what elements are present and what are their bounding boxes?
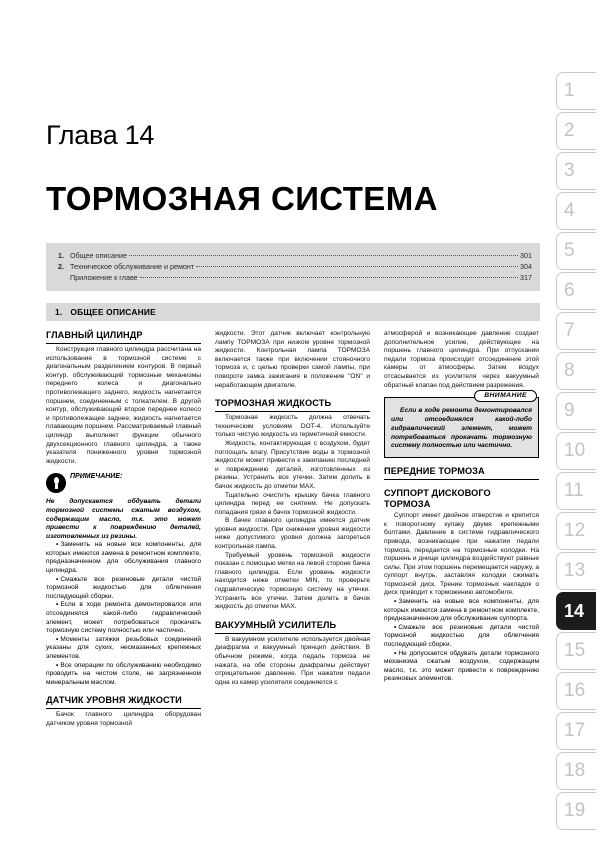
text-columns (46, 330, 540, 840)
column-2 (215, 330, 370, 840)
chapter-tab-12[interactable] (556, 512, 596, 550)
bullet-icon: • (56, 601, 59, 609)
attention-body (384, 397, 539, 458)
toc-row[interactable] (54, 261, 532, 272)
chapter-tab-7[interactable] (556, 312, 596, 350)
bullet-icon: • (394, 598, 397, 606)
list-item (384, 598, 539, 624)
chapter-tab-label: 6 (564, 280, 575, 301)
chapter-tab-5[interactable] (556, 232, 596, 270)
note-body (70, 472, 201, 481)
heading-master-cylinder: ГЛАВНЫЙ ЦИЛИНДР (46, 330, 201, 344)
toc-leader (196, 266, 518, 267)
chapter-tab-label: 14 (564, 600, 585, 621)
attention-box (384, 392, 539, 458)
toc-leader (129, 255, 518, 256)
list-item-text: Смажьте все резиновые детали чистой тормозной жидкостью для облегчения последующей сборки. (384, 623, 539, 649)
toc-row[interactable] (54, 272, 532, 283)
list-item (46, 576, 201, 602)
list-item (46, 601, 201, 635)
chapter-label: Глава 14 (46, 120, 155, 150)
bullet-icon: • (56, 541, 59, 549)
chapter-tab-3[interactable] (556, 152, 596, 190)
toc-row[interactable] (54, 250, 532, 261)
list-item-text: Моменты затяжки резьбовых соединений указаны для сухих, несмазанных крепежных элементов. (46, 635, 201, 660)
bullet-icon: • (394, 649, 397, 657)
chapter-tab-8[interactable] (556, 352, 596, 390)
chapter-tab-label: 8 (564, 360, 575, 381)
list-item-text: Смажьте все резиновые детали чистой тормозной жидкостью для облегчения последующей сборки. (46, 575, 201, 600)
list-item (384, 650, 539, 684)
attention-text: Если в ходе ремонта демонтировался или отсоединялся какой-либо гидравлический элемент, может потребоваться прокачать тормозную систему полностью или частично. (391, 407, 532, 450)
section-title: ОБЩЕЕ ОПИСАНИЕ (70, 307, 156, 317)
list-item-text: Не допускается обдувать детали тормозного механизма сжатым воздухом, содержащим масло, т.к. это может привести к повреждению резиновых элементов. (384, 649, 539, 683)
chapter-tab-label: 9 (564, 400, 575, 421)
chapter-tab-11[interactable] (556, 472, 596, 510)
chapter-tab-label: 10 (564, 440, 586, 461)
chapter-tab-label: 13 (564, 560, 586, 581)
chapter-tab-label: 3 (564, 160, 575, 181)
toc-page-number: 304 (520, 262, 532, 271)
paragraph: Конструкция главного цилиндра рассчитана на использование в тормозной системе с диагональным разделением контуров. В первый контур, обслуживающий тормозные механизмы переднего колеса и диагонально противолежащего заднего, жидкость нагнетается поршнем, соединенным с толкателем. В другой контур, обслуживающий второе переднее колесо и противолежащее заднее, жидкость нагнетается плавающим поршнем. Рассматриваемый главный цилиндр выполняет функции обычного двухсекционного главного цилиндра, а также указателя пониженного уровня тормозной жидкости. (46, 346, 201, 465)
list-item-text: Заменить на новые все компоненты, для которых имеются замена в ремонтном комплекте, предназначенном для обслуживание суппорта. (384, 598, 539, 623)
chapter-tab-16[interactable] (556, 672, 596, 710)
chapter-tab-label: 7 (564, 320, 575, 341)
heading-vacuum-booster: ВАКУУМНЫЙ УСИЛИТЕЛЬ (215, 620, 370, 634)
list-item (46, 662, 201, 688)
toc-label: Приложение к главе (70, 273, 138, 282)
chapter-tab-label: 4 (564, 200, 575, 221)
chapter-tab-10[interactable] (556, 432, 596, 470)
paragraph: Суппорт имеет двойное отверстие и крепится к поворотному кулаку двумя крепежными болтами. Давление в системе гидравлического привода, возникающее при нажатии педали тормоза, передается на тормозные колодки. На поршень и днище цилиндра воздействуют равные силы. При этом поршень перемещается наружу, а суппорт внутрь, заставляя колодки сжимать тормозной диск. Трение тормозных накладок о диск приводит к торможению автомобиля. (384, 512, 539, 597)
toc-label: Общее описание (70, 251, 128, 260)
chapter-tab-label: 11 (564, 480, 584, 501)
toc-number: 2. (58, 262, 64, 271)
chapter-tab-strip (556, 72, 596, 830)
chapter-tab-4[interactable] (556, 192, 596, 230)
paragraph: жидкости. Этот датчик включает контрольную лампу ТОРМОЗА при низком уровне тормозной жидкости. Контрольная лампа ТОРМОЗА включается также при включении стояночного тормоза и, с целью проверки самой лампы, при повороте замка зажигания в положение "ON" и неработающем двигателе. (215, 330, 370, 389)
chapter-tab-1[interactable] (556, 72, 596, 110)
paragraph: атмосферой и возникающее давление создает дополнительное усилие, действующее на поршень главного цилиндра. При отпускании педали тормоза происходит отсоединение этой камеры от атмосферы. Затем воздух отсасывается из усилителя через вакуумный обратный клапан под действием разрежения. (384, 330, 539, 389)
chapter-tab-label: 5 (564, 240, 575, 261)
page-content (46, 0, 540, 849)
toc-number: 1. (58, 251, 64, 260)
bullet-list-master-cylinder (46, 541, 201, 687)
chapter-tab-17[interactable] (556, 712, 596, 750)
toc-leader (140, 277, 518, 278)
chapter-tab-15[interactable] (556, 632, 596, 670)
subheading-disc-brake-caliper: СУППОРТ ДИСКОВОГО ТОРМОЗА (384, 488, 491, 509)
chapter-tab-label: 2 (564, 120, 575, 141)
list-item-text: Заменить на новые все компоненты, для которых имеются замена в ремонтном комплекте, предназначенном для обслуживания главного цилиндра. (46, 541, 201, 575)
chapter-tab-label: 19 (564, 800, 586, 821)
heading-fluid-level-sensor: ДАТЧИК УРОВНЯ ЖИДКОСТИ (46, 695, 201, 709)
chapter-tab-9[interactable] (556, 392, 596, 430)
chapter-tab-18[interactable] (556, 752, 596, 790)
note-text: Не допускается обдувать детали тормозной системы сжатым воздухом, содержащим масло, т.к. это может привести к повреждению деталей, изготовленных из резины. (46, 498, 201, 540)
chapter-tab-label: 17 (564, 720, 586, 741)
paragraph: Тормозная жидкость должна отвечать техническим условиям DOT-4. Используйте только чистую жидкость из герметичной емкости. (215, 414, 370, 439)
paragraph: Тщательно очистить крышку бачка главного цилиндра перед ее снятием. Не допускать попадания грязи в бачок тормозной жидкости. (215, 491, 370, 516)
column-1 (46, 330, 201, 840)
chapter-tab-label: 15 (564, 640, 586, 661)
list-item-text: Все операции по обслуживанию необходимо проводить на чистом столе, не загрязненном минеральным маслом. (46, 661, 201, 686)
chapter-tab-13[interactable] (556, 552, 596, 590)
chapter-tab-6[interactable] (556, 272, 596, 310)
chapter-tab-label: 12 (564, 520, 586, 541)
list-item (46, 541, 201, 575)
list-item-text: Если в ходе ремонта демонтировался или отсоединялся какой-либо гидравлический элемент, может потребоваться прокачать тормозную систему полностью или частично. (46, 601, 201, 635)
heading-brake-fluid: ТОРМОЗНАЯ ЖИДКОСТЬ (215, 398, 370, 412)
attention-label: ВНИМАНИЕ (474, 390, 537, 402)
heading-front-brakes: ПЕРЕДНИЕ ТОРМОЗА (384, 466, 539, 480)
bullet-icon: • (56, 575, 59, 583)
page-title: ТОРМОЗНАЯ СИСТЕМА (46, 180, 438, 217)
bullet-icon: • (56, 661, 59, 669)
toc-page-number: 317 (520, 273, 532, 282)
toc-label: Техническое обслуживание и ремонт (70, 262, 195, 271)
toc-page-number: 301 (520, 251, 532, 260)
paragraph: В вакуумном усилителе используется двойная диафрагма и вакуумный принцип действия. В обычном режиме, когда педаль тормоза не нажата, на обе стороны диафрагмы действует отрицательное давление. При нажатии педали одна из камер усилителя соединяется с (215, 635, 370, 686)
section-number: 1. (55, 307, 63, 317)
chapter-tab-19[interactable] (556, 792, 596, 830)
bullet-icon: • (56, 635, 59, 643)
chapter-tab-label: 18 (564, 760, 586, 781)
bullet-list-caliper (384, 598, 539, 684)
chapter-tab-label: 1 (564, 80, 575, 101)
chapter-tab-14-active[interactable] (556, 592, 596, 630)
note-title: ПРИМЕЧАНИЕ: (70, 473, 123, 481)
bullet-icon: • (394, 623, 397, 631)
paragraph: В бачке главного цилиндра имеется датчик уровня жидкости. При снижении уровня жидкости ниже допустимого уровня должна загореться контрольная лампа. (215, 517, 370, 551)
list-item (384, 624, 539, 650)
paragraph: Требуемый уровень тормозной жидкости показан с помощью метки на левой стороне бачка главного цилиндра. Если уровень жидкости находится ниже отметки MIN, то проверьте гидравлическую тормозную систему на утечки. Устранить все утечки. Затем долить в бачок жидкость до отметки MAX. (215, 551, 370, 611)
note-bulb-icon (46, 473, 66, 493)
paragraph: Бачок главного цилиндра оборудован датчиком уровня тормозной (46, 711, 201, 727)
list-item (46, 636, 201, 662)
section-header-bar (46, 303, 540, 321)
chapter-tab-2[interactable] (556, 112, 596, 150)
column-3 (384, 330, 539, 840)
table-of-contents (46, 243, 540, 291)
paragraph: Жидкость, контактирующая с воздухом, будет поглощать влагу. Присутствие воды в тормозной жидкости может привести к закипанию последней и повреждению деталей, изготовленных из резины. Устранить все утечки. Затем долить в бачок жидкость до отметки MAX. (215, 439, 370, 490)
note-block (46, 472, 201, 493)
chapter-tab-label: 16 (564, 680, 586, 701)
